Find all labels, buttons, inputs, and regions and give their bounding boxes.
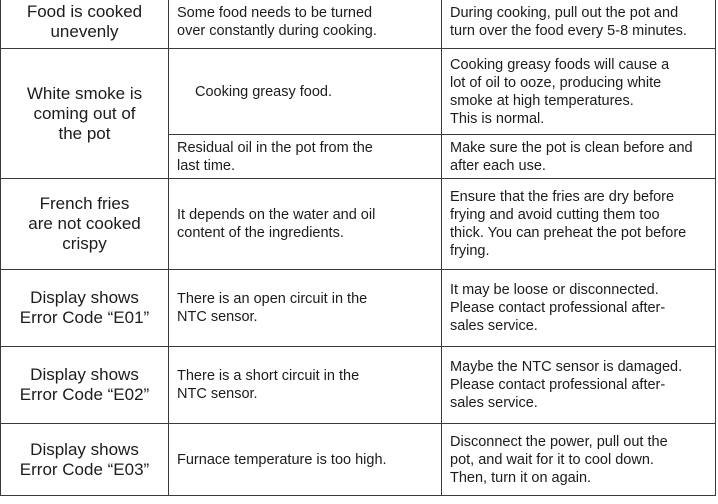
problem-cell: French fries are not cooked crispy: [1, 179, 169, 270]
cause-cell: Cooking greasy food.: [169, 49, 442, 135]
solution-cell: Disconnect the power, pull out the pot, and wait for it to cool down. Then, turn it on again.: [442, 424, 716, 496]
solution-cell: Make sure the pot is clean before and after each use.: [442, 135, 716, 179]
solution-cell: During cooking, pull out the pot and turn over the food every 5-8 minutes.: [442, 0, 716, 49]
table-row: [1, 424, 716, 496]
table-row: [1, 49, 716, 135]
cause-cell: Residual oil in the pot from the last time.: [169, 135, 442, 179]
table-row: [1, 179, 716, 270]
problem-cell: White smoke is coming out of the pot: [1, 49, 169, 179]
table-row: [1, 270, 716, 347]
solution-cell: Maybe the NTC sensor is damaged. Please contact professional after- sales service.: [442, 347, 716, 424]
cause-cell: Furnace temperature is too high.: [169, 424, 442, 496]
solution-cell: It may be loose or disconnected. Please contact professional after- sales service.: [442, 270, 716, 347]
problem-cell: Display shows Error Code “E01”: [1, 270, 169, 347]
solution-cell: Cooking greasy foods will cause a lot of oil to ooze, producing white smoke at high temperatures. This is normal.: [442, 49, 716, 135]
problem-cell: Display shows Error Code “E02”: [1, 347, 169, 424]
solution-cell: Ensure that the fries are dry before frying and avoid cutting them too thick. You can preheat the pot before frying.: [442, 179, 716, 270]
problem-cell: Display shows Error Code “E03”: [1, 424, 169, 496]
problem-cell: Food is cooked unevenly: [1, 0, 169, 49]
table-row: [1, 347, 716, 424]
cause-cell: There is an open circuit in the NTC sensor.: [169, 270, 442, 347]
cause-cell: There is a short circuit in the NTC sensor.: [169, 347, 442, 424]
cause-cell: It depends on the water and oil content of the ingredients.: [169, 179, 442, 270]
cause-cell: Some food needs to be turned over constantly during cooking.: [169, 0, 442, 49]
table-row: [1, 0, 716, 49]
